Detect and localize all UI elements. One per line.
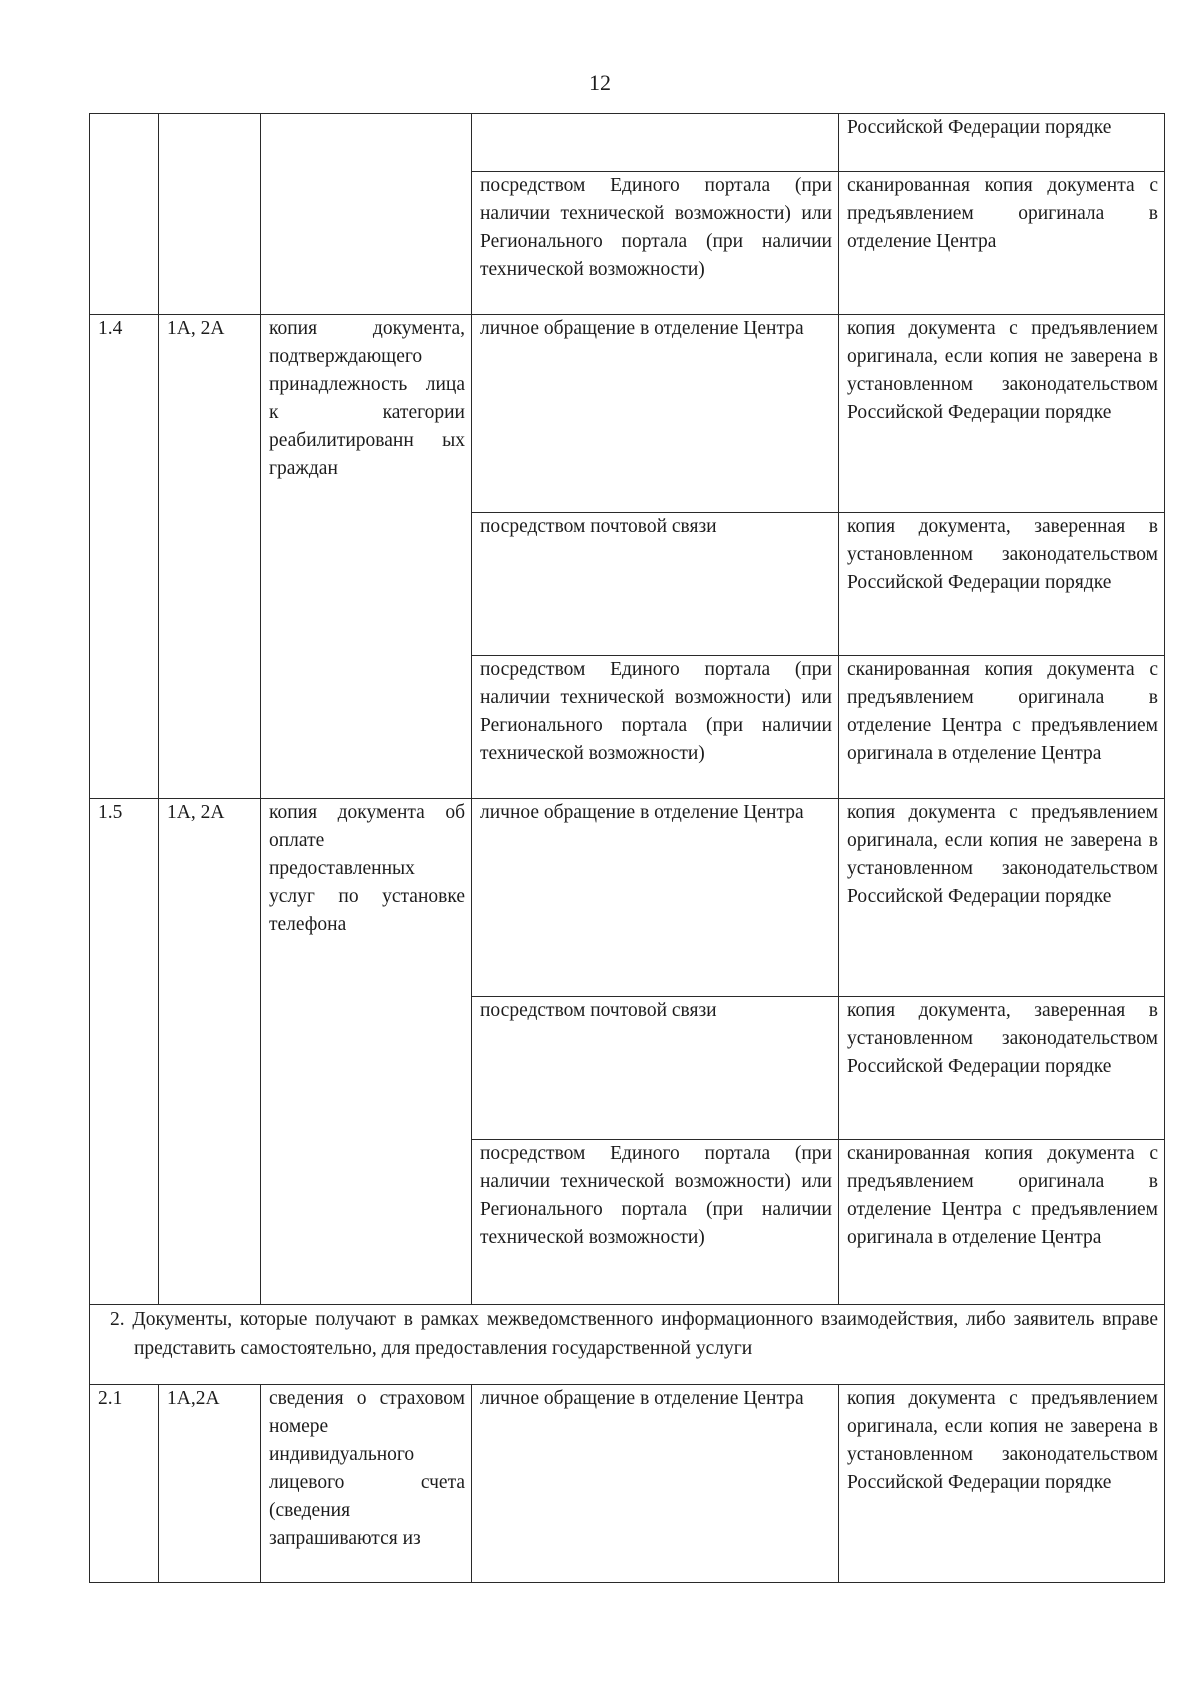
table-row xyxy=(90,1305,1165,1385)
form-cell: Российской Федерации порядке xyxy=(839,114,1165,172)
method-cell: посредством Единого портала (при наличии технической возможности) или Регионального портала (при наличии технической возможности) xyxy=(472,1140,839,1305)
method-cell: посредством почтовой связи xyxy=(472,513,839,656)
method-cell: личное обращение в отделение Центра xyxy=(472,1385,839,1583)
section-2-title: 2. Документы, которые получают в рамках межведомственного информационного взаимодействия, либо заявитель вправе представить самостоятельно, для предоставления государственной услуги xyxy=(110,1309,1158,1359)
table-row xyxy=(90,315,1165,513)
row-category: 1А,2А xyxy=(159,1385,261,1583)
method-cell: посредством Единого портала (при наличии технической возможности) или Регионального портала (при наличии технической возможности) xyxy=(472,656,839,799)
row-number: 1.5 xyxy=(90,799,159,1305)
method-cell: посредством почтовой связи xyxy=(472,997,839,1140)
num-cell xyxy=(90,114,159,315)
table-row xyxy=(90,799,1165,997)
method-cell: личное обращение в отделение Центра xyxy=(472,799,839,997)
row-number: 2.1 xyxy=(90,1385,159,1583)
row-category: 1А, 2А xyxy=(159,799,261,1305)
form-cell: сканированная копия документа с предъявлением оригинала в отделение Центра с предъявлением оригинала в отделение Центра xyxy=(839,1140,1165,1305)
category-cell xyxy=(159,114,261,315)
row-document: сведения о страховом номере индивидуального лицевого счета (сведения запрашиваются из xyxy=(261,1385,472,1583)
form-cell: копия документа с предъявлением оригинала, если копия не заверена в установленном законодательством Российской Федерации порядке xyxy=(839,799,1165,997)
method-cell: посредством Единого портала (при наличии технической возможности) или Регионального портала (при наличии технической возможности) xyxy=(472,172,839,315)
row-document: копия документа об оплате предоставленных услуг по установке телефона xyxy=(261,799,472,1305)
row-number: 1.4 xyxy=(90,315,159,799)
page-number: 12 xyxy=(589,70,611,95)
form-cell: копия документа, заверенная в установленном законодательством Российской Федерации порядке xyxy=(839,513,1165,656)
method-cell: личное обращение в отделение Центра xyxy=(472,315,839,513)
form-cell: копия документа с предъявлением оригинала, если копия не заверена в установленном законодательством Российской Федерации порядке xyxy=(839,315,1165,513)
form-cell: сканированная копия документа с предъявлением оригинала в отделение Центра с предъявлением оригинала в отделение Центра xyxy=(839,656,1165,799)
form-cell: копия документа с предъявлением оригинала, если копия не заверена в установленном законодательством Российской Федерации порядке xyxy=(839,1385,1165,1583)
documents-table xyxy=(89,113,1165,1583)
row-document: копия документа, подтверждающего принадлежность лица к категории реабилитированн ых граждан xyxy=(261,315,472,799)
document-cell xyxy=(261,114,472,315)
table-row xyxy=(90,1385,1165,1583)
section-2-header xyxy=(90,1305,1165,1385)
table-row xyxy=(90,114,1165,172)
method-cell xyxy=(472,114,839,172)
row-category: 1А, 2А xyxy=(159,315,261,799)
form-cell: копия документа, заверенная в установленном законодательством Российской Федерации порядке xyxy=(839,997,1165,1140)
form-cell: сканированная копия документа с предъявлением оригинала в отделение Центра xyxy=(839,172,1165,315)
